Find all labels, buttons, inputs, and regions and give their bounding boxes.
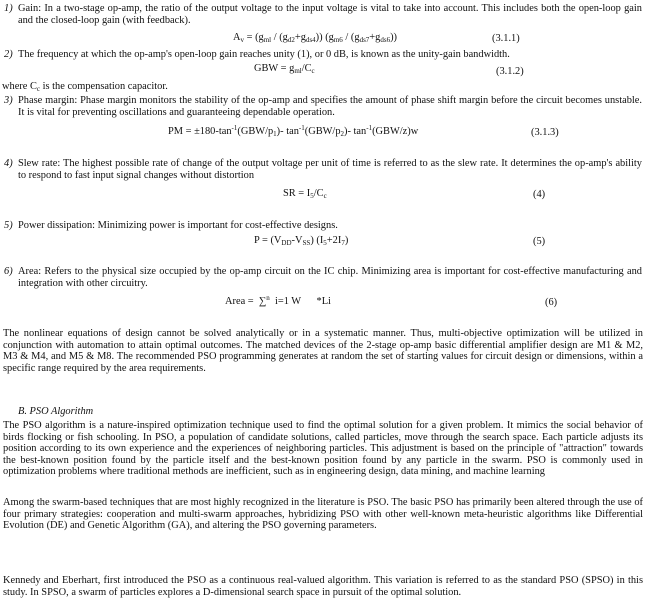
item-text: Gain: In a two-stage op-amp, the ratio of the output voltage to the input voltage is vital to take into account. This includes both the open-loop gain and the closed-loop gain (with feedback). — [18, 3, 642, 26]
equation-power: $P = (V_{DD}-V_{SS})$ $(I_5+2I_7)$ — [254, 235, 349, 247]
paragraph-pso-strategies: Among the swarm-based techniques that are most highly recognized in the literature is PSO. The basic PSO has primarily been altered through the use of four primary strategies: cooperation and multi-swarm approaches, hybridizing PSO with other well-known meta-heuristic algorithms like Differential Evolution (DE) and Genetic Algorithm (GA), and altering the PSO governing parameters. — [3, 497, 643, 532]
item-number: 2) — [4, 49, 13, 60]
list-item-phase-margin — [4, 95, 642, 118]
list-item-area — [4, 266, 642, 289]
equation-number: (5) — [533, 236, 546, 247]
equation-area: Area = ∑$^n$ i=1 W *Li — [225, 294, 331, 307]
list-item-gain — [4, 3, 642, 26]
equation-number: (3.1.2) — [496, 66, 524, 77]
item-text: Area: Refers to the physical size occupied by the op-amp circuit on the IC chip. Minimizing area is important for cost-effective manufacturing and integration with other circuitry. — [18, 266, 642, 289]
equation-sr: SR = $I_5/C_c$ — [283, 188, 327, 200]
item-text: Slew rate: The highest possible rate of change of the output voltage per unit of time is referred to as the slew rate. It determines the op-amp's ability to respond to fast input signal changes without distortion — [18, 158, 642, 181]
equation-number: (4) — [533, 189, 546, 200]
section-heading: B. PSO Algorithm — [18, 406, 94, 417]
item-number: 1) — [4, 3, 13, 14]
equation-gain: $A_v = (g_{ml} / (g_{d2}+g_{ds4}))$ $(g_{m6} / (g_{ds7}+g_{ds6}))$ — [233, 32, 398, 44]
item-text: The frequency at which the op-amp's open-loop gain reaches unity (1), or 0 dB, is known as the unity-gain bandwidth. — [18, 49, 510, 60]
item-text: Power dissipation: Minimizing power is important for cost-effective designs. — [18, 220, 338, 231]
paragraph-design: The nonlinear equations of design cannot be solved analytically or in a systematic manner. Thus, multi-objective optimization will be utilized in conjunction with automation to attain optimal outcomes. The matched devices of the 2-stage op-amp basic differential amplifier design are M1 & M2, M3 & M4, and M5 & M8. The recommended PSO programming generates at random the set of starting values for circuit design or dimensions, within a specific range required by the area requirements. — [3, 328, 643, 374]
list-item-slew-rate — [4, 158, 642, 181]
item-number: 3) — [4, 95, 13, 106]
paragraph-pso-intro: The PSO algorithm is a nature-inspired optimization technique used to find the optimal solution for a given problem. It mimics the social behavior of birds flocking or fish schooling. In PSO, a population of candidate solutions, called particles, move through the search space. Each particle adjusts its position according to its own experience and the experiences of neighboring particles. This adjustment is based on the principle of "attraction" towards the best-known position found by the particle itself and the best-known position found by any particle in the swarm. PSO is commonly used in optimization problems where traditional methods are inefficient, such as in engineering design, data mining, and machine learning — [3, 420, 643, 478]
equation-pm: PM = $\pm 180-\tan^{-1}(GBW/p_1)-$ $\tan^{-1}(GBW/p_2)-$ $\tan^{-1}(GBW/z)w$ — [168, 124, 419, 138]
list-item-power — [4, 220, 642, 232]
item-number: 6) — [4, 266, 13, 277]
paragraph-spso: Kennedy and Eberhart, first introduced the PSO as a continuous real-valued algorithm. This variation is referred to as the standard PSO (SPSO) in this study. In SPSO, a swarm of particles explores a D-dimensional search space in pursuit of the optimal solution. — [3, 575, 643, 598]
equation-gbw: GBW = $g_{ml}/C_c$ — [254, 63, 315, 75]
item-number: 4) — [4, 158, 13, 169]
where-note: where $C_c$ is the compensation capacitor. — [2, 81, 168, 93]
item-text: Phase margin: Phase margin monitors the stability of the op-amp and specifies the amount of phase shift margin before the circuit becomes unstable. It is vital for preventing oscillations and guaranteeing dependable operation. — [18, 95, 642, 118]
list-item-bandwidth — [4, 49, 642, 61]
equation-number: (6) — [545, 297, 558, 308]
equation-number: (3.1.3) — [531, 127, 559, 138]
item-number: 5) — [4, 220, 13, 231]
equation-number: (3.1.1) — [492, 33, 520, 44]
